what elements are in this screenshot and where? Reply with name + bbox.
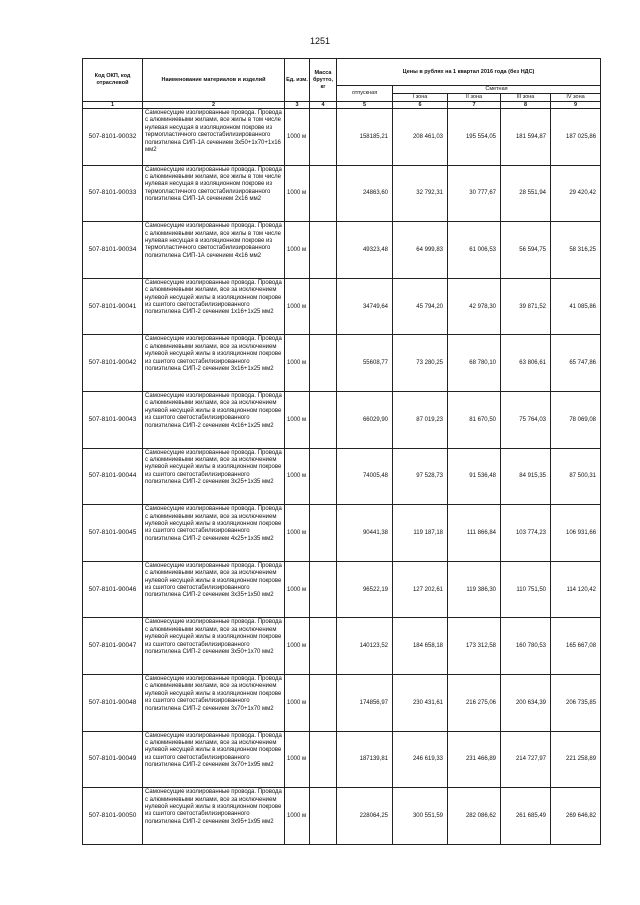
header-smetnaya: Сметная: [393, 86, 601, 94]
cell-otpusknaya: 55608,77: [337, 335, 393, 392]
cell-unit: 1000 м: [285, 278, 310, 335]
cell-mass: [310, 335, 337, 392]
cell-unit: 1000 м: [285, 561, 310, 618]
header-mass: Масса брутто, кг: [310, 59, 337, 102]
cell-unit: 1000 м: [285, 335, 310, 392]
cell-mass: [310, 618, 337, 675]
cell-zone-2: 111 866,84: [448, 505, 501, 562]
cell-mass: [310, 561, 337, 618]
cell-zone-4: 187 025,86: [551, 109, 601, 166]
cell-name: Самонесущие изолированные провода. Провода с алюминиевыми жилами, все за исключением нулевой несущей жилы в изоляционном покрове из сшитого светостабилизированного полиэтилена СИП-2 сечением 3х16+1х25 мм2: [143, 335, 285, 392]
cell-zone-3: 39 871,52: [501, 278, 551, 335]
cell-zone-4: 114 120,42: [551, 561, 601, 618]
cell-zone-2: 282 086,62: [448, 788, 501, 845]
cell-name: Самонесущие изолированные провода. Провода с алюминиевыми жилами, все за исключением нулевой несущей жилы в изоляционном покрове из сшитого светостабилизированного полиэтилена СИП-2 сечением 4х16+1х25 мм2: [143, 391, 285, 448]
column-number: 6: [393, 102, 448, 109]
cell-zone-2: 30 777,67: [448, 165, 501, 222]
column-number: 8: [501, 102, 551, 109]
cell-zone-1: 246 619,33: [393, 731, 448, 788]
cell-zone-1: 300 551,59: [393, 788, 448, 845]
cell-name: Самонесущие изолированные провода. Провода с алюминиевыми жилами, все за исключением нулевой несущей жилы в изоляционном покрове из сшитого светостабилизированного полиэтилена СИП-2 сечением 3х70+1х95 мм2: [143, 731, 285, 788]
cell-mass: [310, 165, 337, 222]
price-table: [82, 58, 601, 845]
cell-zone-4: 269 646,82: [551, 788, 601, 845]
header-zone-1: I зона: [393, 94, 448, 102]
cell-zone-3: 181 594,87: [501, 109, 551, 166]
cell-otpusknaya: 96522,19: [337, 561, 393, 618]
cell-zone-2: 173 312,58: [448, 618, 501, 675]
column-number: 4: [310, 102, 337, 109]
table-row: [83, 109, 601, 166]
cell-zone-1: 73 280,25: [393, 335, 448, 392]
cell-zone-3: 75 764,03: [501, 391, 551, 448]
page-number: 1251: [309, 36, 331, 46]
cell-otpusknaya: 34749,64: [337, 278, 393, 335]
cell-zone-1: 87 019,23: [393, 391, 448, 448]
table-row: [83, 222, 601, 279]
header-prices: Цены в рублях на 1 квартал 2016 года (без НДС): [337, 59, 601, 86]
cell-zone-4: 65 747,86: [551, 335, 601, 392]
cell-unit: 1000 м: [285, 391, 310, 448]
cell-otpusknaya: 174856,97: [337, 674, 393, 731]
cell-zone-2: 216 275,06: [448, 674, 501, 731]
cell-zone-1: 119 187,18: [393, 505, 448, 562]
column-number: 2: [143, 102, 285, 109]
column-number: 1: [83, 102, 143, 109]
cell-zone-2: 231 466,89: [448, 731, 501, 788]
cell-zone-1: 45 794,20: [393, 278, 448, 335]
cell-mass: [310, 448, 337, 505]
cell-name: Самонесущие изолированные провода. Провода с алюминиевыми жилами, все за исключением нулевой несущей жилы в изоляционном покрове из сшитого светостабилизированного полиэтилена СИП-2 сечением 3х70+1х70 мм2: [143, 674, 285, 731]
cell-unit: 1000 м: [285, 731, 310, 788]
cell-code: 507-8101-90045: [83, 505, 143, 562]
cell-zone-3: 261 685,49: [501, 788, 551, 845]
cell-zone-4: 29 420,42: [551, 165, 601, 222]
cell-zone-3: 110 751,50: [501, 561, 551, 618]
header-unit: Ед. изм.: [285, 59, 310, 102]
cell-unit: 1000 м: [285, 674, 310, 731]
cell-name: Самонесущие изолированные провода. Провода с алюминиевыми жилами, все жилы в том числе нулевая несущая в изоляционном покрове из термопластичного светостабилизированного полиэтилена СИП-1А сечением 2х16 мм2: [143, 165, 285, 222]
table-row: [83, 335, 601, 392]
cell-zone-3: 28 551,94: [501, 165, 551, 222]
cell-mass: [310, 222, 337, 279]
cell-code: 507-8101-90046: [83, 561, 143, 618]
cell-name: Самонесущие изолированные провода. Провода с алюминиевыми жилами, все за исключением нулевой несущей жилы в изоляционном покрове из сшитого светостабилизированного полиэтилена СИП-2 сечением 1х16+1х25 мм2: [143, 278, 285, 335]
column-number: 3: [285, 102, 310, 109]
cell-unit: 1000 м: [285, 505, 310, 562]
cell-otpusknaya: 24863,60: [337, 165, 393, 222]
cell-code: 507-8101-90049: [83, 731, 143, 788]
cell-zone-3: 103 774,23: [501, 505, 551, 562]
table-row: [83, 505, 601, 562]
table-row: [83, 674, 601, 731]
cell-zone-1: 127 202,61: [393, 561, 448, 618]
cell-zone-4: 58 316,25: [551, 222, 601, 279]
cell-zone-1: 230 431,61: [393, 674, 448, 731]
header-zone-3: III зона: [501, 94, 551, 102]
cell-zone-1: 97 528,73: [393, 448, 448, 505]
table-row: [83, 618, 601, 675]
cell-zone-2: 195 554,05: [448, 109, 501, 166]
cell-name: Самонесущие изолированные провода. Провода с алюминиевыми жилами, все жилы в том числе нулевая несущая в изоляционном покрове из термопластичного светостабилизированного полиэтилена СИП-1А сечением 4х16 мм2: [143, 222, 285, 279]
table-row: [83, 165, 601, 222]
cell-code: 507-8101-90034: [83, 222, 143, 279]
table-row: [83, 561, 601, 618]
cell-zone-3: 84 915,35: [501, 448, 551, 505]
cell-zone-1: 64 999,83: [393, 222, 448, 279]
cell-unit: 1000 м: [285, 618, 310, 675]
cell-otpusknaya: 90441,38: [337, 505, 393, 562]
cell-zone-2: 91 536,48: [448, 448, 501, 505]
cell-unit: 1000 м: [285, 788, 310, 845]
cell-mass: [310, 109, 337, 166]
cell-code: 507-8101-90043: [83, 391, 143, 448]
column-number: 5: [337, 102, 393, 109]
cell-mass: [310, 278, 337, 335]
header-code: Код ОКП, код отраслевой: [83, 59, 143, 102]
cell-otpusknaya: 158185,21: [337, 109, 393, 166]
cell-zone-2: 42 978,30: [448, 278, 501, 335]
header-name: Наименование материалов и изделий: [143, 59, 285, 102]
cell-zone-4: 78 069,08: [551, 391, 601, 448]
cell-zone-3: 160 780,53: [501, 618, 551, 675]
table-row: [83, 731, 601, 788]
cell-unit: 1000 м: [285, 109, 310, 166]
cell-name: Самонесущие изолированные провода. Провода с алюминиевыми жилами, все за исключением нулевой несущей жилы в изоляционном покрове из сшитого светостабилизированного полиэтилена СИП-2 сечением 3х95+1х95 мм2: [143, 788, 285, 845]
cell-unit: 1000 м: [285, 165, 310, 222]
cell-unit: 1000 м: [285, 448, 310, 505]
cell-otpusknaya: 74005,48: [337, 448, 393, 505]
cell-zone-4: 41 085,86: [551, 278, 601, 335]
cell-zone-3: 56 594,75: [501, 222, 551, 279]
cell-otpusknaya: 66029,90: [337, 391, 393, 448]
cell-zone-4: 165 667,08: [551, 618, 601, 675]
cell-zone-1: 32 792,31: [393, 165, 448, 222]
table-row: [83, 278, 601, 335]
cell-otpusknaya: 228064,25: [337, 788, 393, 845]
header-otpusknaya: отпускная: [337, 86, 393, 102]
cell-zone-1: 184 658,18: [393, 618, 448, 675]
column-number: 9: [551, 102, 601, 109]
cell-zone-4: 206 735,85: [551, 674, 601, 731]
cell-zone-2: 61 006,53: [448, 222, 501, 279]
cell-mass: [310, 391, 337, 448]
cell-zone-4: 106 931,66: [551, 505, 601, 562]
cell-otpusknaya: 140123,52: [337, 618, 393, 675]
cell-zone-3: 63 806,61: [501, 335, 551, 392]
cell-name: Самонесущие изолированные провода. Провода с алюминиевыми жилами, все за исключением нулевой несущей жилы в изоляционном покрове из сшитого светостабилизированного полиэтилена СИП-2 сечением 3х50+1х70 мм2: [143, 618, 285, 675]
cell-mass: [310, 731, 337, 788]
cell-mass: [310, 674, 337, 731]
header-zone-4: IV зона: [551, 94, 601, 102]
cell-code: 507-8101-90044: [83, 448, 143, 505]
cell-code: 507-8101-90033: [83, 165, 143, 222]
cell-otpusknaya: 187139,81: [337, 731, 393, 788]
cell-mass: [310, 505, 337, 562]
header-zone-2: II зона: [448, 94, 501, 102]
cell-zone-3: 200 634,39: [501, 674, 551, 731]
cell-zone-2: 68 780,10: [448, 335, 501, 392]
table-row: [83, 448, 601, 505]
cell-code: 507-8101-90032: [83, 109, 143, 166]
cell-zone-4: 87 500,31: [551, 448, 601, 505]
cell-code: 507-8101-90050: [83, 788, 143, 845]
cell-name: Самонесущие изолированные провода. Провода с алюминиевыми жилами, все за исключением нулевой несущей жилы в изоляционном покрове из сшитого светостабилизированного полиэтилена СИП-2 сечением 3х25+1х35 мм2: [143, 448, 285, 505]
cell-code: 507-8101-90048: [83, 674, 143, 731]
cell-name: Самонесущие изолированные провода. Провода с алюминиевыми жилами, все жилы в том числе нулевая несущая в изоляционном покрове из термопластичного светостабилизированного полиэтилена СИП-1А сечением 3х50+1х70+1х16 мм2: [143, 109, 285, 166]
cell-mass: [310, 788, 337, 845]
cell-zone-2: 81 670,50: [448, 391, 501, 448]
cell-zone-1: 208 461,03: [393, 109, 448, 166]
cell-name: Самонесущие изолированные провода. Провода с алюминиевыми жилами, все за исключением нулевой несущей жилы в изоляционном покрове из сшитого светостабилизированного полиэтилена СИП-2 сечением 3х35+1х50 мм2: [143, 561, 285, 618]
cell-zone-2: 119 386,30: [448, 561, 501, 618]
cell-otpusknaya: 49323,48: [337, 222, 393, 279]
cell-code: 507-8101-90041: [83, 278, 143, 335]
table-row: [83, 391, 601, 448]
column-number: 7: [448, 102, 501, 109]
cell-name: Самонесущие изолированные провода. Провода с алюминиевыми жилами, все за исключением нулевой несущей жилы в изоляционном покрове из сшитого светостабилизированного полиэтилена СИП-2 сечением 4х25+1х35 мм2: [143, 505, 285, 562]
cell-code: 507-8101-90047: [83, 618, 143, 675]
cell-zone-3: 214 727,97: [501, 731, 551, 788]
cell-code: 507-8101-90042: [83, 335, 143, 392]
table-row: [83, 788, 601, 845]
cell-zone-4: 221 258,89: [551, 731, 601, 788]
cell-unit: 1000 м: [285, 222, 310, 279]
